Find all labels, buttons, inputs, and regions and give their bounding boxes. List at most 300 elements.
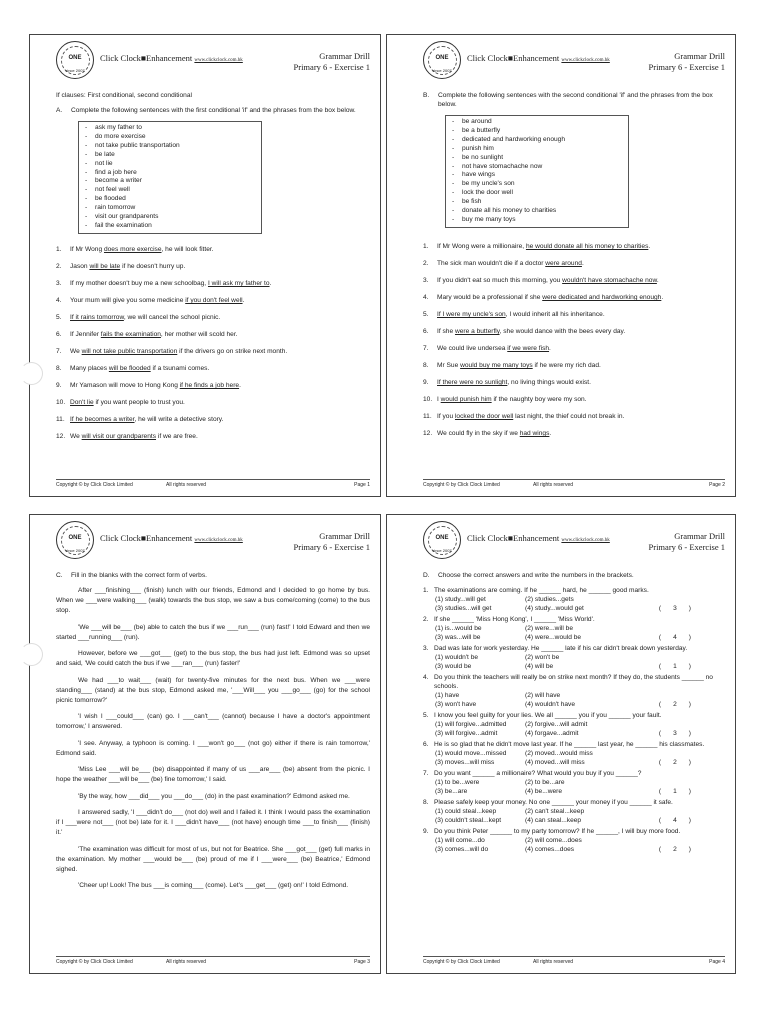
question-text (437, 429, 551, 438)
binder-hole (20, 643, 43, 666)
question-part: . (269, 279, 272, 287)
dash-marker: - (452, 144, 455, 152)
question-number: 8. (56, 365, 62, 373)
phrase-text: fail the examination (95, 221, 152, 229)
option: (3) will forgive...admit (435, 730, 498, 737)
dash-marker: - (85, 204, 88, 212)
answer-text: had wings (519, 430, 550, 438)
answer-bracket (659, 604, 725, 613)
answer-text: fails the examination (100, 331, 161, 339)
option: (4) be...were (525, 788, 563, 795)
question-part: If she (437, 328, 455, 336)
passage-paragraph: 'I wish I ___could___ (can) go. I ___can't___ (cannot) because I have a doctor's appointment tomorrow,' I answered. (56, 713, 370, 730)
dash-marker: - (452, 118, 455, 125)
question-part: , she would dance with the bees every day. (499, 328, 626, 336)
option: (2) can't steal...keep (525, 808, 585, 815)
question-number: 4. (56, 297, 62, 305)
question-part: Mr Yamason will move to Hong Kong (70, 382, 180, 390)
box-phrase (85, 151, 255, 160)
box-phrase (85, 204, 255, 213)
question-number: 7. (423, 345, 429, 353)
option: (1) to be...were (435, 779, 480, 786)
question-part: The sick man wouldn't die if a doctor (437, 259, 546, 267)
question-stem (423, 769, 725, 778)
question-item (56, 262, 370, 271)
phrase-text: be fish (462, 198, 482, 206)
dash-marker: - (85, 150, 88, 158)
answer-text: would buy me many toys (460, 362, 533, 370)
question-number: 8. (423, 362, 429, 370)
answer-bracket (659, 787, 725, 796)
bracket: ( (658, 730, 662, 737)
stem-text: Dad was late for work yesterday. He ______ late if his car didn't break down yesterday. (434, 645, 688, 652)
answer-bracket (659, 845, 725, 854)
stem-text: Do you think the teachers will really be on strike next month? If they do, the students ______ no schools. (434, 674, 713, 690)
dash-marker: - (452, 207, 455, 215)
question-text (70, 279, 271, 288)
question-text (437, 327, 625, 336)
bracket: ) (688, 605, 691, 612)
question-stem (423, 644, 725, 653)
option: (3) couldn't steal...kept (435, 817, 502, 824)
question-item (423, 276, 725, 285)
dash-marker: - (452, 198, 455, 206)
answer-bracket (659, 758, 725, 767)
options-row (423, 624, 725, 633)
bracket: ) (688, 730, 691, 737)
question-part: If my mother doesn't buy me a new schoolbag, (70, 279, 208, 287)
mc-question (423, 827, 725, 854)
question-part: . (239, 382, 241, 390)
options-row (423, 758, 725, 767)
question-part: I (437, 396, 441, 404)
question-number: 7. (56, 348, 62, 356)
question-text (437, 259, 584, 268)
bracket: ) (688, 634, 691, 641)
dash-marker: - (452, 180, 455, 188)
answer-text: if he finds a job here (179, 382, 240, 390)
dash-marker: - (85, 195, 88, 203)
answer-number: 2 (673, 846, 677, 853)
dash-marker: - (85, 141, 88, 149)
answer-bracket (659, 662, 725, 671)
answer-text: If I were my uncle's son (437, 311, 506, 319)
option: (2) won't be (525, 654, 560, 661)
phrase-text: rain tomorrow (95, 204, 136, 212)
question-part: if the drivers go on strike next month. (177, 348, 288, 356)
stem-text: Do you think Peter ______ to my party tomorrow? If he ______, I will buy more food. (434, 828, 681, 835)
options-row (423, 633, 725, 642)
question-number: 5. (423, 712, 429, 719)
cloze-passage (56, 586, 370, 891)
question-text (70, 296, 244, 305)
answer-number: 2 (673, 759, 677, 766)
dash-marker: - (85, 132, 88, 140)
passage-paragraph: We had ___to wait___ (wait) for twenty-five minutes for the next bus. When we ___were standing___ (stand) at the bus stop, Edmond asked me, '___Will___ you ___go___ (go) for the school picnic tomorrow?' (56, 676, 370, 704)
options-row (423, 729, 725, 738)
answer-text: if you don't feel well (185, 297, 243, 305)
question-part: We could live undersea (437, 345, 508, 353)
question-number: 3. (423, 276, 429, 284)
box-phrase (452, 136, 622, 145)
question-item (423, 242, 725, 251)
question-part: . (656, 276, 659, 284)
question-item (423, 378, 725, 387)
bracket: ( (658, 788, 662, 795)
dash-marker: - (85, 177, 88, 185)
box-phrase (85, 186, 255, 195)
question-text (437, 395, 587, 404)
question-text (437, 310, 605, 319)
question-number: 5. (423, 311, 429, 319)
mc-question (423, 615, 725, 642)
bracket: ( (658, 663, 662, 670)
school-logo: ONE since 2007 (56, 41, 94, 79)
question-item (56, 432, 370, 441)
answer-bracket (659, 633, 725, 642)
dash-marker: - (85, 221, 88, 229)
options-row (423, 845, 725, 854)
option: (2) were...will be (525, 625, 574, 632)
worksheet-page-3 (29, 514, 381, 974)
question-text (70, 330, 238, 339)
question-number: 5. (56, 314, 62, 322)
passage-paragraph: 'Cheer up! Look! The bus ___is coming___ (come). Let's ___get___ (get) on!' I told Edmond. (78, 882, 349, 889)
question-text (70, 381, 241, 390)
phrase-text: be late (95, 150, 115, 158)
question-stem (423, 673, 725, 691)
dash-marker: - (85, 159, 88, 167)
question-number: 10. (423, 396, 433, 404)
question-number: 4. (423, 294, 429, 302)
question-number: 9. (423, 379, 429, 387)
question-number: 3. (56, 279, 62, 287)
question-item (423, 395, 725, 404)
question-part: Mary would be a professional if she (437, 294, 543, 302)
box-phrase (85, 222, 255, 231)
question-item (56, 279, 370, 288)
phrase-text: become a writer (95, 177, 142, 185)
binder-hole (20, 362, 43, 385)
question-part: , he will look fitter. (161, 245, 214, 253)
question-part: , no living things would exist. (507, 379, 591, 387)
dash-marker: - (85, 124, 88, 131)
question-stem (423, 740, 725, 749)
stem-text: Please safely keep your money. No one ______ your money if you ______ it safe. (434, 799, 673, 806)
phrase-text: not take public transportation (95, 141, 180, 149)
exercise-title: Grammar Drill Primary 6 - Exercise 1 (293, 531, 370, 552)
question-number: 2. (423, 616, 429, 623)
bracket: ) (688, 817, 691, 824)
option: (4) comes...does (525, 846, 575, 853)
option: (1) wouldn't be (435, 654, 479, 661)
box-phrase (85, 142, 255, 151)
option: (1) will forgive...admitted (435, 721, 507, 728)
options-row (423, 778, 725, 787)
answer-number: 1 (673, 788, 677, 795)
question-text (70, 347, 287, 356)
stem-text: Do you want ______ a millionaire? What would you buy if you ______? (434, 770, 642, 777)
question-number: 2. (56, 262, 62, 270)
answer-text: If there were no sunlight (437, 379, 508, 387)
question-part: Mr Sue (437, 362, 461, 370)
page-header (423, 41, 725, 91)
answer-bracket (659, 729, 725, 738)
question-part: , her mother will scold her. (160, 331, 238, 339)
dash-marker: - (85, 213, 88, 221)
answer-bracket (659, 700, 725, 709)
question-part: . (581, 259, 584, 267)
answer-text: if we were fish (507, 345, 550, 353)
brand-name: Click Clock■Enhancement www.clickclock.com.hk (467, 533, 610, 543)
question-text (437, 276, 659, 285)
answer-text: will be late (89, 262, 121, 270)
question-part: , he will write a detective story. (134, 416, 224, 424)
phrase-text: ask my father to (95, 124, 142, 131)
page-footer: Copyright © by Click Clock Limited All rights reserved Page 3 (56, 956, 370, 965)
stem-text: He is so glad that he didn't move last year. If he ______ last year, he ______ his classmates. (434, 741, 705, 748)
answer-text: were a butterfly (454, 328, 500, 336)
phrase-text: not feel well (95, 186, 130, 194)
question-number: 3. (423, 645, 429, 652)
question-number: 1. (423, 242, 429, 250)
dash-marker: - (452, 215, 455, 223)
question-number: 11. (56, 416, 65, 424)
question-part: . (661, 294, 664, 302)
phrase-text: do more exercise (95, 132, 146, 140)
brand-name: Click Clock■Enhancement www.clickclock.com.hk (100, 53, 243, 63)
option: (2) forgive...will admit (525, 721, 588, 728)
phrase-text: donate all his money to charities (462, 207, 557, 215)
box-phrase (452, 198, 622, 207)
question-item (423, 412, 725, 421)
box-phrase (452, 163, 622, 172)
question-item (423, 259, 725, 268)
dash-marker: - (452, 189, 455, 197)
mc-question (423, 798, 725, 825)
phrase-text: lock the door well (462, 189, 513, 197)
box-phrase (85, 133, 255, 142)
option: (4) will be (525, 663, 554, 670)
question-part: . (648, 242, 651, 250)
question-item (56, 330, 370, 339)
phrase-box (445, 115, 629, 228)
box-phrase (452, 127, 622, 136)
question-number: 9. (423, 828, 429, 835)
answer-text: locked the door well (454, 413, 514, 421)
question-text (437, 242, 650, 251)
dash-marker: - (452, 153, 455, 161)
box-phrase (452, 189, 622, 198)
question-text (437, 378, 591, 387)
option: (1) will come...do (435, 837, 485, 844)
options-row (423, 720, 725, 729)
question-number: 10. (56, 399, 66, 407)
question-item (423, 293, 725, 302)
phrase-text: not lie (95, 159, 113, 167)
school-logo: ONE since 2007 (423, 521, 461, 559)
bracket: ( (658, 759, 662, 766)
option: (1) would move...missed (435, 750, 507, 757)
dash-marker: - (452, 135, 455, 143)
phrase-text: be no sunlight (462, 153, 504, 161)
answer-text: wouldn't have stomachache now (562, 276, 657, 284)
question-item (423, 327, 725, 336)
box-phrase (452, 207, 622, 216)
question-list (423, 242, 725, 439)
question-text (70, 398, 185, 407)
question-stem (423, 586, 725, 595)
box-phrase (452, 180, 622, 189)
question-item (423, 310, 725, 319)
mc-question (423, 673, 725, 709)
question-part: , I would inherit all his inheritance. (505, 311, 605, 319)
stem-text: I know you feel guilty for your lies. We all ______ you if you ______ your fault. (434, 712, 662, 719)
page-header (56, 41, 370, 91)
bracket: ( (658, 605, 662, 612)
option: (1) could steal...keep (435, 808, 497, 815)
question-item (56, 398, 370, 407)
question-number: 1. (56, 245, 62, 253)
question-number: 6. (56, 331, 62, 339)
option: (2) to be...are (525, 779, 565, 786)
option: (2) will have (525, 692, 561, 699)
question-item (423, 361, 725, 370)
option: (4) forgave...admit (525, 730, 579, 737)
passage-paragraph: 'We ___will be___ (be) able to catch the bus if we ___run___ (run) fast!' I told Edward and then we started ___running___ (run). (56, 623, 370, 641)
question-part: If you didn't eat so much this morning, you (437, 276, 563, 284)
page-header (56, 521, 370, 571)
bracket: ( (658, 701, 662, 708)
answer-number: 3 (673, 605, 677, 612)
exercise-title: Grammar Drill Primary 6 - Exercise 1 (648, 51, 725, 72)
option: (2) will come...does (525, 837, 582, 844)
passage-paragraph: After ___finishing___ (finish) lunch with our friends, Edmond and I decided to go home by bus. When we ___were walking___ (walk) towards the bus stop, we saw a bus come/coming (come) to the bus stop. (56, 587, 370, 614)
mc-question (423, 740, 725, 767)
question-number: 12. (423, 430, 433, 438)
question-stem (423, 615, 725, 624)
brand-name: Click Clock■Enhancement www.clickclock.com.hk (467, 53, 610, 63)
option: (3) studies...will get (435, 605, 492, 612)
options-row (423, 662, 725, 671)
question-item (56, 313, 370, 322)
worksheet-page-1 (29, 34, 381, 497)
options-row (423, 836, 725, 845)
phrase-text: have wings (462, 171, 495, 179)
phrase-text: be around (462, 118, 492, 125)
instruction: A. Complete the following sentences with the first conditional 'if' and the phrases from the box below. (56, 107, 356, 114)
option: (4) wouldn't have (525, 701, 576, 708)
question-number: 8. (423, 799, 429, 806)
question-item (56, 245, 370, 254)
options-row (423, 604, 725, 613)
dash-marker: - (452, 171, 455, 179)
bracket: ) (688, 846, 691, 853)
question-item (423, 429, 725, 438)
question-number: 1. (423, 587, 429, 594)
options-row (423, 595, 725, 604)
answer-text: were around (545, 259, 582, 267)
option: (3) was...will be (435, 634, 481, 641)
answer-text: will visit our grandparents (81, 433, 157, 441)
school-logo: ONE since 2007 (56, 521, 94, 559)
question-item (56, 347, 370, 356)
answer-text: Don't lie (70, 399, 94, 407)
dash-marker: - (85, 168, 88, 176)
question-number: 7. (423, 770, 429, 777)
phrase-text: not have stomachache now (462, 162, 543, 170)
question-number: 6. (423, 741, 429, 748)
phrase-text: be my uncle's son (462, 180, 515, 188)
page-header (423, 521, 725, 571)
dash-marker: - (452, 162, 455, 170)
question-part: If Jennifer (70, 331, 101, 339)
school-logo: ONE since 2007 (423, 41, 461, 79)
options-row (423, 749, 725, 758)
box-phrase (452, 171, 622, 180)
box-phrase (452, 216, 622, 225)
question-part: if you want people to trust you. (93, 399, 185, 407)
option: (1) have (435, 692, 460, 699)
question-number: 4. (423, 674, 429, 681)
option: (3) would be (435, 663, 472, 670)
option: (3) be...are (435, 788, 468, 795)
answer-number: 4 (673, 634, 677, 641)
box-phrase (85, 124, 255, 133)
question-part: We (70, 348, 82, 356)
question-text (70, 415, 223, 424)
box-phrase (452, 118, 622, 127)
stem-text: If she ______ 'Miss Hong Kong', I ______ 'Miss World'. (434, 616, 595, 623)
mc-question (423, 769, 725, 796)
box-phrase (85, 213, 255, 222)
question-part: We (70, 433, 82, 441)
option: (3) moves...will miss (435, 759, 495, 766)
option: (3) comes...will do (435, 846, 489, 853)
page-footer: Copyright © by Click Clock Limited All rights reserved Page 1 (56, 479, 370, 488)
question-part: . (549, 345, 551, 353)
option: (2) studies...gets (525, 596, 574, 603)
question-stem (423, 798, 725, 807)
answer-text: If he becomes a writer (70, 416, 135, 424)
question-text (70, 245, 214, 254)
box-phrase (85, 177, 255, 186)
mc-question (423, 644, 725, 671)
question-part: We could fly in the sky if we (437, 430, 520, 438)
question-text (70, 313, 220, 322)
question-part: If Mr Wong were a millionaire, (437, 242, 526, 250)
answer-number: 1 (673, 663, 677, 670)
bracket: ) (688, 663, 691, 670)
worksheet-page-2 (386, 34, 736, 497)
phrase-text: be a butterfly (462, 126, 501, 134)
answer-bracket (659, 816, 725, 825)
phrase-text: punish him (462, 144, 494, 152)
exercise-title: Grammar Drill Primary 6 - Exercise 1 (293, 51, 370, 72)
bracket: ) (688, 701, 691, 708)
option: (1) is...would be (435, 625, 482, 632)
question-part: If you (437, 413, 455, 421)
phrase-box (78, 121, 262, 234)
question-part: if a tsunami comes. (150, 365, 210, 373)
question-part: if he doesn't hurry up. (120, 262, 186, 270)
phrase-text: find a job here (95, 168, 137, 176)
question-item (423, 344, 725, 353)
question-part: , we will cancel the school picnic. (123, 314, 221, 322)
question-text (437, 361, 601, 370)
question-part: if we are free. (156, 433, 198, 441)
phrase-text: dedicated and hardworking enough (462, 135, 566, 143)
